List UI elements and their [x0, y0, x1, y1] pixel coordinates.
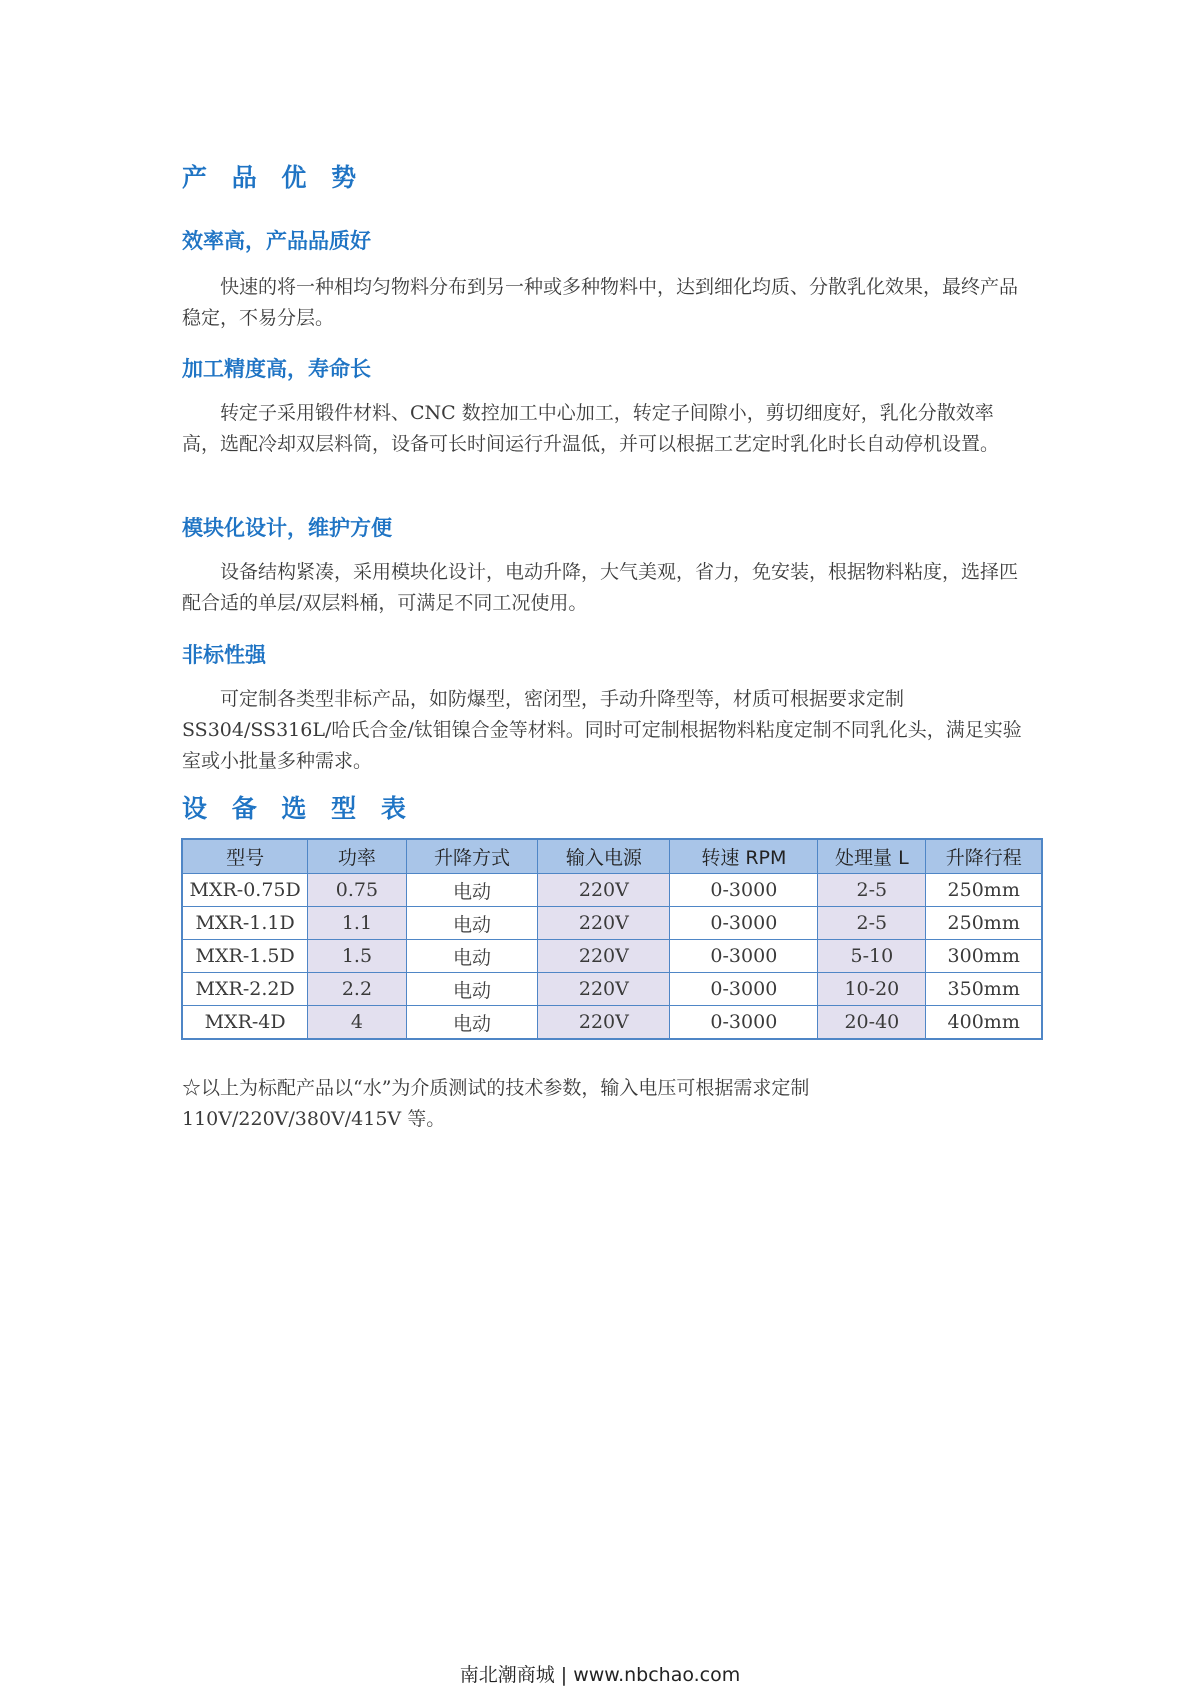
- cell-model: MXR-0.75D: [182, 874, 308, 907]
- table-row: [182, 1006, 1042, 1040]
- cell-power: 0.75: [308, 874, 406, 907]
- header-model: 型号: [182, 839, 308, 874]
- cell-capacity: 20-40: [818, 1006, 926, 1040]
- table-row: [182, 973, 1042, 1006]
- cell-lift-method: 电动: [406, 973, 538, 1006]
- cell-capacity: 2-5: [818, 907, 926, 940]
- cell-capacity: 2-5: [818, 874, 926, 907]
- cell-lift-method: 电动: [406, 1006, 538, 1040]
- cell-lift-stroke: 250mm: [926, 907, 1042, 940]
- feature-text-custom: 可定制各类型非标产品，如防爆型，密闭型，手动升降型等，材质可根据要求定制SS304/SS316L/哈氏合金/钛钼镍合金等材料。同时可定制根据物料粘度定制不同乳化头，满足实验室或小批量多种需求。: [182, 688, 1022, 772]
- cell-model: MXR-1.1D: [182, 907, 308, 940]
- header-speed: 转速 RPM: [670, 839, 818, 874]
- feature-text-modular: 设备结构紧凑，采用模块化设计，电动升降，大气美观，省力，免安装，根据物料粘度，选择匹配合适的单层/双层料桶，可满足不同工况使用。: [182, 561, 1019, 614]
- header-power: 功率: [308, 839, 406, 874]
- header-lift-method: 升降方式: [406, 839, 538, 874]
- header-lift-stroke: 升降行程: [926, 839, 1042, 874]
- cell-speed: 0-3000: [670, 907, 818, 940]
- header-capacity: 处理量 L: [818, 839, 926, 874]
- feature-text-efficiency: 快速的将一种相均匀物料分布到另一种或多种物料中，达到细化均质、分散乳化效果，最终产品稳定，不易分层。: [182, 276, 1019, 329]
- table-row: [182, 940, 1042, 973]
- cell-model: MXR-2.2D: [182, 973, 308, 1006]
- feature-title-precision: 加工精度高，寿命长: [182, 357, 371, 381]
- cell-power: 1.5: [308, 940, 406, 973]
- cell-power: 2.2: [308, 973, 406, 1006]
- cell-speed: 0-3000: [670, 973, 818, 1006]
- section-title-advantages: 产 品 优 势: [182, 163, 365, 192]
- feature-title-modular: 模块化设计，维护方便: [182, 516, 392, 540]
- cell-lift-stroke: 300mm: [926, 940, 1042, 973]
- feature-text-precision: 转定子采用锻件材料、CNC 数控加工中心加工，转定子间隙小，剪切细度好，乳化分散效率高，选配冷却双层料筒，设备可长时间运行升温低，并可以根据工艺定时乳化时长自动停机设置。: [182, 402, 1000, 455]
- cell-capacity: 10-20: [818, 973, 926, 1006]
- cell-power-supply: 220V: [538, 874, 670, 907]
- cell-model: MXR-4D: [182, 1006, 308, 1040]
- cell-lift-method: 电动: [406, 907, 538, 940]
- cell-speed: 0-3000: [670, 874, 818, 907]
- table-header-row: [182, 839, 1042, 874]
- cell-power: 4: [308, 1006, 406, 1040]
- cell-capacity: 5-10: [818, 940, 926, 973]
- cell-lift-method: 电动: [406, 940, 538, 973]
- page-footer: 南北潮商城 | www.nbchao.com: [459, 1664, 741, 1686]
- cell-lift-method: 电动: [406, 874, 538, 907]
- table-row: [182, 907, 1042, 940]
- section-title-selection: 设 备 选 型 表: [182, 794, 414, 823]
- cell-lift-stroke: 400mm: [926, 1006, 1042, 1040]
- cell-power-supply: 220V: [538, 907, 670, 940]
- cell-power-supply: 220V: [538, 1006, 670, 1040]
- cell-model: MXR-1.5D: [182, 940, 308, 973]
- cell-power: 1.1: [308, 907, 406, 940]
- cell-lift-stroke: 350mm: [926, 973, 1042, 1006]
- header-power-supply: 输入电源: [538, 839, 670, 874]
- cell-speed: 0-3000: [670, 1006, 818, 1040]
- table-footnote: ☆以上为标配产品以“水”为介质测试的技术参数，输入电压可根据需求定制110V/220V/380V/415V 等。: [182, 1077, 810, 1130]
- cell-power-supply: 220V: [538, 940, 670, 973]
- feature-title-efficiency: 效率高，产品品质好: [182, 229, 371, 253]
- equipment-selection-table: [181, 838, 1043, 1040]
- cell-speed: 0-3000: [670, 940, 818, 973]
- cell-lift-stroke: 250mm: [926, 874, 1042, 907]
- feature-title-custom: 非标性强: [182, 643, 266, 667]
- cell-power-supply: 220V: [538, 973, 670, 1006]
- table-row: [182, 874, 1042, 907]
